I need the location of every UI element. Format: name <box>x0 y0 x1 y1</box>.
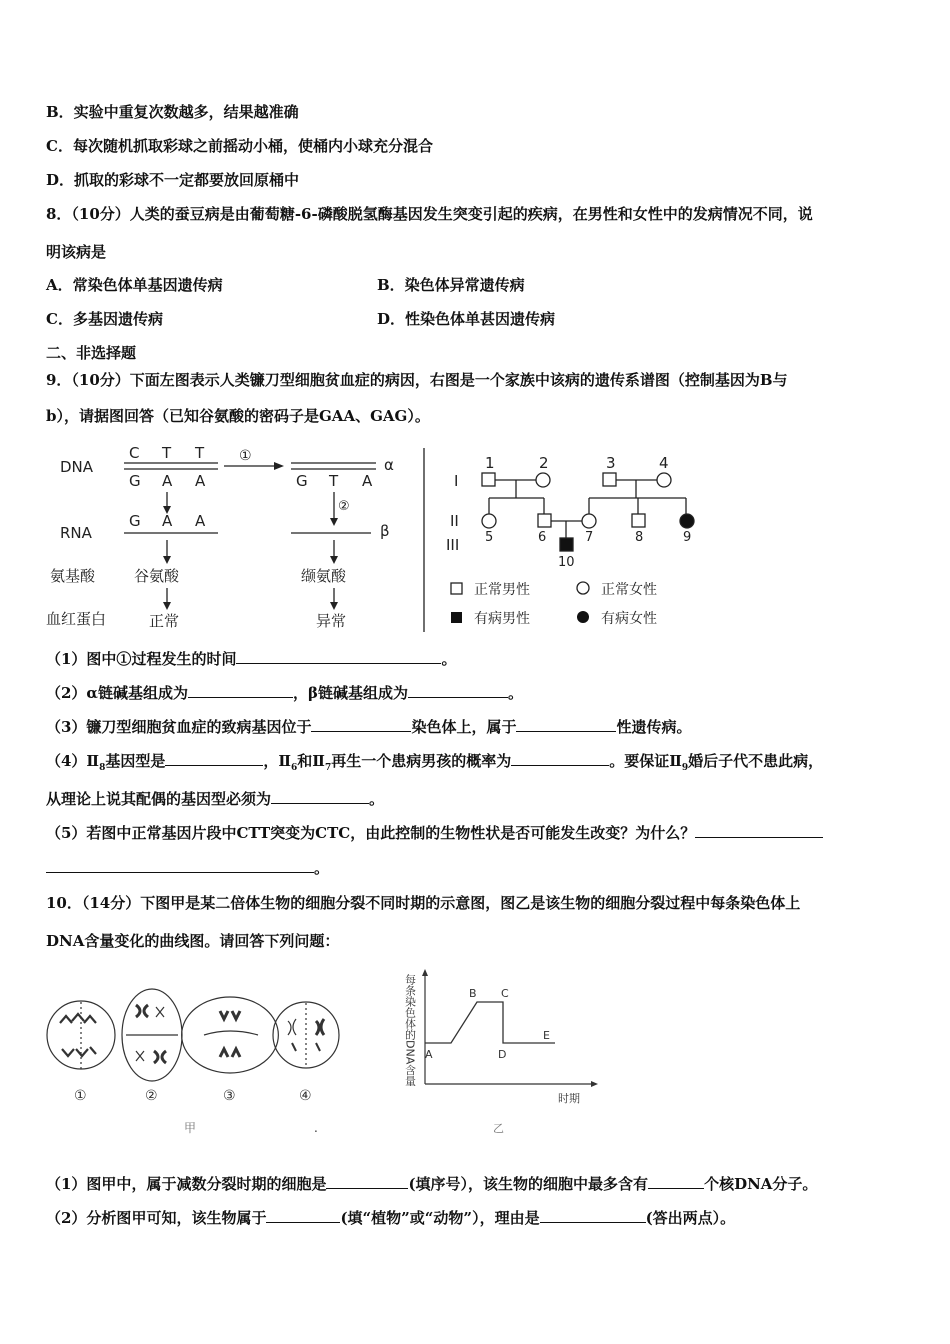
q10-sub1-blank-1[interactable] <box>326 1174 408 1189</box>
q9-stem-line2: b），请据图回答（已知谷氨酸的密码子是GAA、GAG）。 <box>46 407 430 425</box>
q9-sub3-text-c: 性遗传病。 <box>616 718 692 736</box>
q8-option-a: A．常染色体单基因遗传病 <box>46 276 223 294</box>
q9-sub4-sub8: 8 <box>99 763 106 773</box>
q9-sub3-blank-1[interactable] <box>311 717 411 732</box>
q9-sub1-text: （1）图中①过程发生的时间 <box>46 650 237 668</box>
q9-sub4-line2 <box>46 789 384 809</box>
gen-I: I <box>454 472 459 490</box>
q9-sub5 <box>46 823 823 843</box>
normal-label: 正常 <box>149 612 180 630</box>
q9-sub4-blank-2[interactable] <box>511 751 609 766</box>
bottom-strand-1: G <box>129 472 141 490</box>
q9-sub4-text-g: 婚后子代不患此病， <box>688 752 824 770</box>
q9-sub5-blank-2[interactable] <box>46 858 314 873</box>
rna-strand-1: G <box>129 512 141 530</box>
q9-sub4-sub7: 7 <box>324 763 332 773</box>
q9-sub5-end: 。 <box>314 859 330 877</box>
legend-normal-female: 正常女性 <box>601 582 657 598</box>
q9-sub4 <box>46 751 823 778</box>
q9-sub4-text-c: ，Ⅱ <box>263 752 292 770</box>
cell-label-1: ① <box>74 1088 87 1104</box>
q9-sub4-sub9: 9 <box>681 763 689 773</box>
step1-label: ① <box>239 448 252 464</box>
chart-point-label-A: A <box>425 1048 433 1061</box>
q8-stem-line1: 8．（10分）人类的蚕豆病是由葡萄糖-6-磷酸脱氢酶基因发生突变引起的疾病，在男性和女性中的发病情况不同，说 <box>46 205 813 223</box>
q9-sub2-blank-2[interactable] <box>408 683 508 698</box>
q9-sub4-blank-1[interactable] <box>165 751 263 766</box>
q10-sub1-text-b: (填序号），该生物的细胞中最多含有 <box>408 1175 649 1193</box>
beta-label: β <box>380 522 390 540</box>
legend-affected-male: 有病男性 <box>474 611 530 627</box>
legend-normal-male: 正常男性 <box>474 582 530 598</box>
hb-label: 血红蛋白 <box>46 610 107 628</box>
q9-sub2 <box>46 683 523 703</box>
q9-sub5-line2 <box>46 858 329 878</box>
ped-num-5: 5 <box>485 530 494 545</box>
q10-sub2-text-b: (填“植物”或“动物”），理由是 <box>340 1209 540 1227</box>
q10-sub1-text-a: （1）图甲中，属于减数分裂时期的细胞是 <box>46 1175 327 1193</box>
jia-caption: 甲 <box>184 1121 197 1135</box>
q9-sub3-text-a: （3）镰刀型细胞贫血症的致病基因位于 <box>46 718 312 736</box>
q9-stem-line1: 9．（10分）下面左图表示人类镰刀型细胞贫血症的病因，右图是一个家族中该病的遗传系谱图（控制基因为B与 <box>46 371 788 389</box>
q8-option-d: D．性染色体单甚因遗传病 <box>377 310 556 328</box>
q10-stem-line1: 10．（14分）下图甲是某二倍体生物的细胞分裂不同时期的示意图，图乙是该生物的细胞分裂过程中每条染色体上 <box>46 894 801 912</box>
rna-strand-3: A <box>195 512 206 530</box>
top-strand-3: T <box>195 444 205 462</box>
aa-label: 氨基酸 <box>50 567 96 585</box>
q10-sub1-text-c: 个核DNA分子。 <box>704 1175 818 1193</box>
q9-sub4-end: 。 <box>369 790 385 808</box>
abnormal-label: 异常 <box>316 612 347 630</box>
mutant-2: T <box>329 472 339 490</box>
ped-num-4: 4 <box>659 454 669 472</box>
chart-line <box>425 1002 555 1043</box>
ped-num-1: 1 <box>485 454 495 472</box>
q10-sub2-text-c: (答出两点）。 <box>645 1209 736 1227</box>
ped-num-9: 9 <box>683 530 692 545</box>
section2-title: 二、非选择题 <box>46 344 137 362</box>
bottom-strand-2: A <box>162 472 173 490</box>
top-strand-2: T <box>162 444 172 462</box>
q9-sub4-text-e: 再生一个患病男孩的概率为 <box>331 752 512 770</box>
q8-option-b: B．染色体异常遗传病 <box>377 276 525 294</box>
mutant-3: A <box>362 472 373 490</box>
q9-sub2-text-b: ，β链碱基组成为 <box>292 684 408 702</box>
q10-chart-yi <box>395 962 605 1137</box>
chart-xlabel: 时期 <box>558 1092 580 1105</box>
q9-sub1-blank[interactable] <box>236 649 441 664</box>
q8-options-row1 <box>46 275 525 295</box>
q7-option-b: B．实验中重复次数越多，结果越准确 <box>46 103 299 121</box>
ped-num-10: 10 <box>558 555 575 570</box>
q9-sub1 <box>46 649 456 669</box>
mutant-1: G <box>296 472 308 490</box>
jia-dot: . <box>314 1121 318 1135</box>
dna-label: DNA <box>60 458 94 476</box>
chart-point-label-B: B <box>469 987 477 1000</box>
q9-sub1-end: 。 <box>441 650 457 668</box>
q9-figure <box>46 440 706 635</box>
q9-sub2-blank-1[interactable] <box>188 683 293 698</box>
q8-option-c: C．多基因遗传病 <box>46 310 163 328</box>
legend-affected-female: 有病女性 <box>601 611 657 627</box>
ped-num-8: 8 <box>635 530 644 545</box>
q9-sub4-text-d: 和Ⅱ <box>297 752 325 770</box>
q10-figure-jia <box>44 985 354 1140</box>
ped-num-3: 3 <box>606 454 616 472</box>
alpha-label: α <box>384 456 394 474</box>
q8-stem-line2: 明该病是 <box>46 243 107 261</box>
val-label: 缬氨酸 <box>301 567 347 585</box>
ped-num-2: 2 <box>539 454 549 472</box>
q10-sub2-blank-1[interactable] <box>266 1208 340 1223</box>
gen-II: II <box>450 512 459 530</box>
chart-point-label-D: D <box>498 1048 507 1061</box>
glu-label: 谷氨酸 <box>134 567 180 585</box>
chart-point-label-C: C <box>501 987 509 1000</box>
q9-sub2-text-a: （2）α链碱基组成为 <box>46 684 188 702</box>
cell-label-4: ④ <box>299 1088 312 1104</box>
bottom-strand-3: A <box>195 472 206 490</box>
chart-caption: 乙 <box>493 1122 504 1135</box>
q7-option-c: C．每次随机抓取彩球之前摇动小桶，使桶内小球充分混合 <box>46 137 433 155</box>
q10-sub1-blank-2[interactable] <box>648 1174 704 1189</box>
q9-sub2-end: 。 <box>507 684 523 702</box>
q9-sub3-blank-2[interactable] <box>516 717 616 732</box>
q9-sub4-line2-text: 从理论上说其配偶的基因型必须为 <box>46 790 272 808</box>
q9-sub5-blank-1[interactable] <box>695 823 823 838</box>
q9-sub4-text-b: 基因型是 <box>105 752 166 770</box>
q8-options-row2 <box>46 309 556 329</box>
q9-sub4-blank-3[interactable] <box>271 789 369 804</box>
q9-sub4-text-a: （4）Ⅱ <box>46 752 100 770</box>
ped-num-7: 7 <box>585 530 594 545</box>
rna-strand-2: A <box>162 512 173 530</box>
rna-label: RNA <box>60 524 92 542</box>
gen-III: III <box>446 536 460 554</box>
ped-num-6: 6 <box>538 530 547 545</box>
q10-stem-line2: DNA含量变化的曲线图。请回答下列问题： <box>46 932 340 950</box>
chart-ylabel: 每条染色体的DNA含量 <box>403 974 417 1087</box>
q9-sub4-sub6: 6 <box>291 763 298 773</box>
chart-point-label-E: E <box>543 1029 550 1042</box>
q9-sub3 <box>46 717 691 737</box>
top-strand-1: C <box>129 444 140 462</box>
q7-option-d: D．抓取的彩球不一定都要放回原桶中 <box>46 171 300 189</box>
q10-sub2 <box>46 1208 735 1228</box>
q9-sub4-text-f: 。要保证Ⅱ <box>609 752 682 770</box>
step2-label: ② <box>338 499 350 514</box>
q10-sub2-blank-2[interactable] <box>540 1208 646 1223</box>
q10-sub1 <box>46 1174 817 1194</box>
cell-label-2: ② <box>145 1088 158 1104</box>
q10-sub2-text-a: （2）分析图甲可知，该生物属于 <box>46 1209 267 1227</box>
q9-sub3-text-b: 染色体上，属于 <box>411 718 517 736</box>
q9-sub5-text: （5）若图中正常基因片段中CTT突变为CTC，由此控制的生物性状是否可能发生改变？为什么？ <box>46 824 696 842</box>
cell-label-3: ③ <box>223 1088 236 1104</box>
